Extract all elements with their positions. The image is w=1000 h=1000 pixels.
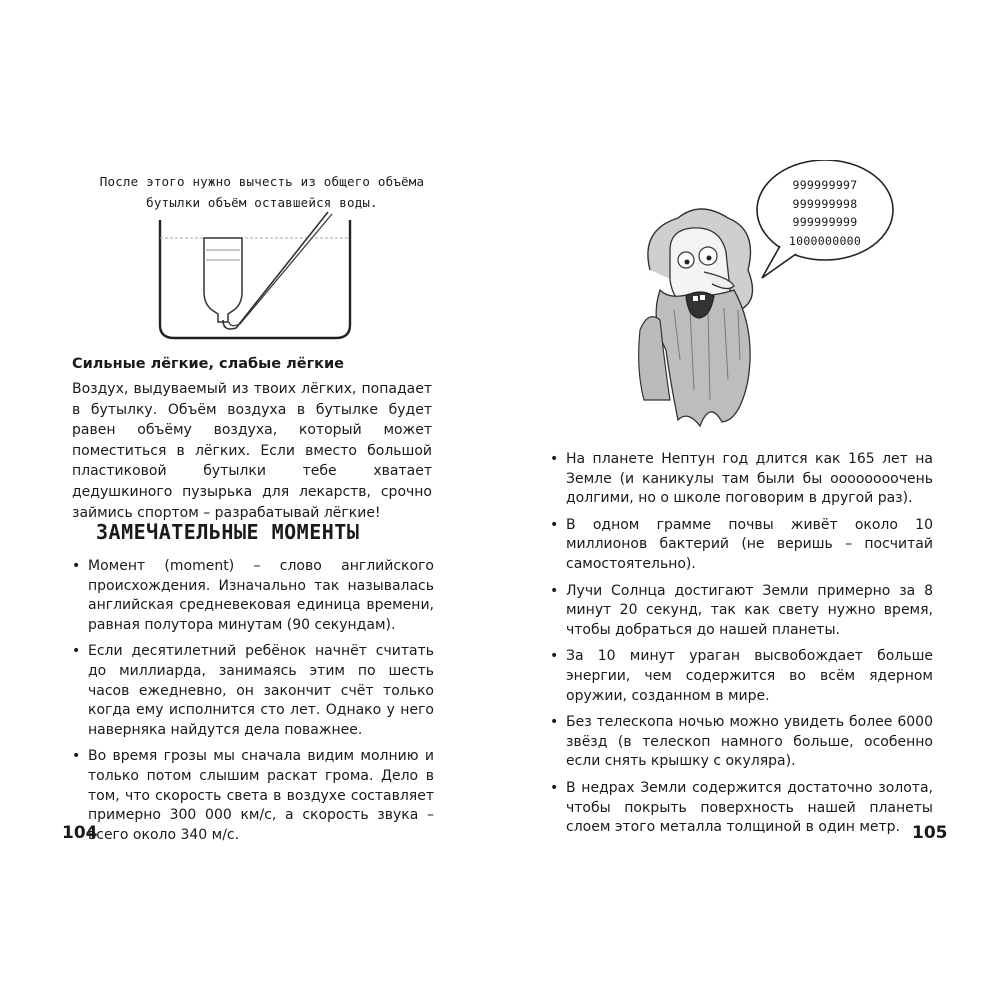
list-item <box>550 582 933 641</box>
bullet-icon: • <box>550 516 559 533</box>
list-item <box>72 642 434 740</box>
list-item-text: Момент (moment) – слово английского происхождения. Изначально так называлась английская средневековая единица времени, равная полутора минутам (90 секундам). <box>88 558 434 633</box>
right-bullet-list <box>550 450 933 845</box>
bullet-icon: • <box>72 643 81 660</box>
list-item-text: Без телескопа ночью можно увидеть более 6000 звёзд (в телескоп намного больше, особенно если снять крышку с окуляра). <box>566 714 933 770</box>
list-item <box>72 747 434 845</box>
list-item <box>550 647 933 706</box>
page-number: 105 <box>912 823 948 843</box>
bullet-icon: • <box>550 451 559 467</box>
subheading: Сильные лёгкие, слабые лёгкие <box>72 356 345 372</box>
bubble-line: 999999997 <box>792 178 858 192</box>
page-number: 104 <box>62 823 98 843</box>
list-item <box>72 557 434 635</box>
list-item <box>550 516 933 575</box>
list-item-text: На планете Нептун год длится как 165 лет на Земле (и каникулы там были бы оооооооочень долгими, но о школе поговорим в другой раз). <box>566 451 933 507</box>
speech-bubble-text <box>772 176 878 250</box>
list-item-text: В недрах Земли содержится достаточно золота, чтобы покрыть поверхность нашей планеты слоем этого металла толщиной в один метр. <box>566 779 933 836</box>
bullet-icon: • <box>550 648 559 665</box>
bullet-icon: • <box>550 714 559 731</box>
list-item-text: За 10 минут ураган высвобождает больше энергии, чем содержится во всём ядерном оружии, созданном в мире. <box>566 648 933 704</box>
section-title: ЗАМЕЧАТЕЛЬНЫЕ МОМЕНТЫ <box>96 520 360 544</box>
body-paragraph: Воздух, выдуваемый из твоих лёгких, попадает в бутылку. Объём воздуха в бутылке будет равен объёму воздуха, который может поместиться в лёгких. Если вместо большой пластиковой бутылки тебе хватает дедушкиного пузырька для лекарств, срочно займись спортом – разрабатывай лёгкие! <box>72 381 432 521</box>
bullet-icon: • <box>72 558 81 574</box>
list-item-text: В одном грамме почвы живёт около 10 миллионов бактерий (не веришь – посчитай самостоятельно). <box>566 516 933 572</box>
bubble-line: 999999998 <box>792 196 858 211</box>
bullet-icon: • <box>550 582 559 599</box>
right-page <box>500 0 1000 1000</box>
list-item-text: Если десятилетний ребёнок начнёт считать до миллиарда, занимаясь этим по шесть часов ежедневно, он закончит счёт только когда ему исполнится сто лет. Однако у него наверняка найдутся дела поважнее. <box>88 643 434 738</box>
list-item <box>550 779 933 838</box>
bubble-line: 999999999 <box>792 215 858 229</box>
bullet-icon: • <box>72 748 81 765</box>
bubble-line: 1000000000 <box>788 233 862 248</box>
list-item <box>550 450 933 509</box>
list-item-text: Во время грозы мы сначала видим молнию и только потом слышим раскат грома. Дело в том, что скорость света в воздухе составляет примерно 300 000 км/с, а скорость звука – всего около 340 м/с. <box>88 748 434 843</box>
list-item <box>550 713 933 772</box>
bottle-in-water-icon <box>150 210 360 350</box>
illustration-caption: После этого нужно вычесть из общего объёма бутылки объём оставшейся воды. <box>99 174 425 210</box>
left-bullet-list <box>72 557 434 852</box>
bullet-icon: • <box>550 779 559 796</box>
list-item-text: Лучи Солнца достигают Земли примерно за 8 минут 20 секунд, так как свету нужно время, чтобы добраться до нашей планеты. <box>566 582 933 638</box>
